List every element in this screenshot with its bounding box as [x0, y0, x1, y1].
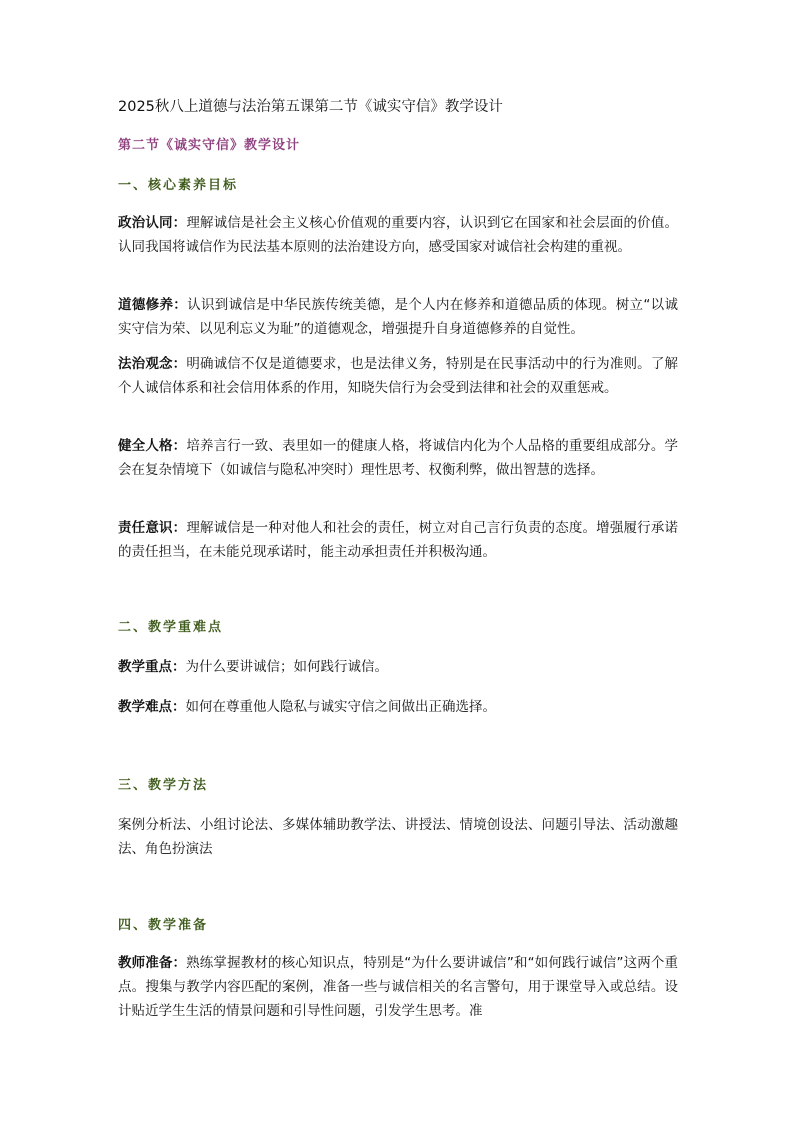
- heading-teaching-preparation: 四、教学准备: [118, 918, 209, 933]
- paragraph-key: 政治认同：: [118, 215, 187, 231]
- heading-key-difficult-points: 二、教学重难点: [118, 620, 224, 635]
- paragraph-key: 教师准备：: [118, 955, 187, 971]
- paragraph-text: 为什么要讲诚信；如何践行诚信。: [185, 659, 388, 675]
- paragraph-sound-personality: [118, 434, 678, 482]
- paragraph-teaching-methods: 案例分析法、小组讨论法、多媒体辅助教学法、讲授法、情境创设法、问题引导法、活动激趣法、角色扮演法: [118, 817, 678, 857]
- paragraph-teacher-preparation: [118, 951, 678, 1023]
- paragraph-rule-of-law: [118, 352, 678, 400]
- paragraph-difficult-point: [118, 695, 678, 719]
- section-title: 第二节《诚实守信》教学设计: [118, 138, 301, 153]
- document-title: 2025秋八上道德与法治第五课第二节《诚实守信》教学设计: [118, 99, 503, 115]
- paragraph-text: 认识到诚信是中华民族传统美德，是个人内在修养和道德品质的体现。树立“以诚实守信为荣、以见利忘义为耻”的道德观念，增强提升自身道德修养的自觉性。: [118, 297, 678, 337]
- paragraph-responsibility: [118, 516, 678, 564]
- paragraph-key: 道德修养：: [118, 297, 188, 313]
- heading-core-literacy: 一、核心素养目标: [118, 178, 239, 193]
- heading-teaching-methods: 三、教学方法: [118, 778, 209, 793]
- paragraph-text: 培养言行一致、表里如一的健康人格，将诚信内化为个人品格的重要组成部分。学会在复杂情境下（如诚信与隐私冲突时）理性思考、权衡利弊，做出智慧的选择。: [118, 438, 678, 478]
- paragraph-key: 教学重点：: [118, 659, 186, 675]
- paragraph-key: 教学难点：: [118, 699, 186, 715]
- paragraph-key: 健全人格：: [118, 438, 187, 454]
- paragraph-key: 法治观念：: [118, 356, 187, 372]
- paragraph-text: 明确诚信不仅是道德要求，也是法律义务，特别是在民事活动中的行为准则。了解个人诚信体系和社会信用体系的作用，知晓失信行为会受到法律和社会的双重惩戒。: [118, 356, 678, 396]
- paragraph-moral-cultivation: [118, 293, 678, 341]
- paragraph-text: 如何在尊重他人隐私与诚实守信之间做出正确选择。: [185, 699, 496, 715]
- paragraph-text: 熟练掌握教材的核心知识点，特别是“为什么要讲诚信”和“如何践行诚信”这两个重点。搜集与教学内容匹配的案例，准备一些与诚信相关的名言警句，用于课堂导入或总结。设计贴近学生生活的情景问题和引导性问题，引发学生思考。准: [118, 955, 679, 1019]
- paragraph-political-identity: [118, 211, 678, 259]
- paragraph-text: 理解诚信是社会主义核心价值观的重要内容，认识到它在国家和社会层面的价值。认同我国将诚信作为民法基本原则的法治建设方向，感受国家对诚信社会构建的重视。: [118, 215, 678, 255]
- paragraph-key-point: [118, 655, 678, 679]
- paragraph-text: 理解诚信是一种对他人和社会的责任，树立对自己言行负责的态度。增强履行承诺的责任担当，在未能兑现承诺时，能主动承担责任并积极沟通。: [118, 520, 678, 560]
- paragraph-key: 责任意识：: [118, 520, 187, 536]
